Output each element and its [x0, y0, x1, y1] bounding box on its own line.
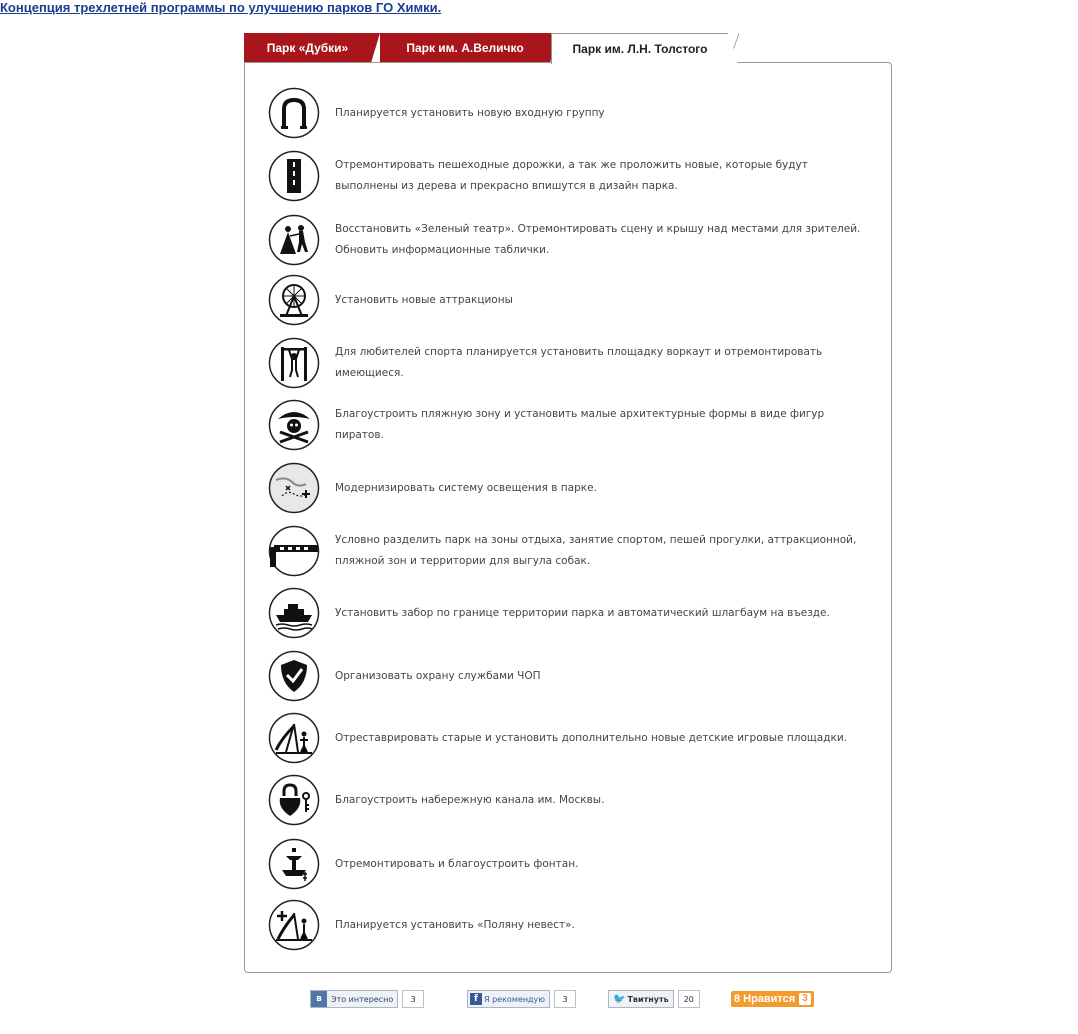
list-item: [268, 648, 868, 704]
playground-slide-icon: [268, 712, 320, 764]
item-text: Благоустроить набережную канала им. Москвы.: [335, 793, 605, 806]
fountain-icon: [268, 838, 320, 890]
list-item: [268, 212, 868, 268]
road-icon: [268, 150, 320, 202]
vk-share-count: 3: [402, 990, 424, 1008]
pull-up-bar-icon: [268, 337, 320, 389]
list-item: [268, 772, 868, 828]
item-text: Отремонтировать пешеходные дорожки, а так же проложить новые, которые будут выполнены из дерева и прекрасно впишутся в дизайн парка.: [335, 159, 808, 192]
tab-velichko[interactable]: Парк им. А.Величко: [380, 33, 550, 63]
tweet-count: 20: [678, 990, 700, 1008]
tweet-button[interactable]: [608, 990, 674, 1008]
park-tabs: [244, 33, 892, 63]
ok-like-count: 3: [799, 993, 811, 1005]
ship-icon: [268, 587, 320, 639]
twitter-bird-icon: 🐦: [613, 993, 626, 1005]
padlock-key-icon: [268, 774, 320, 826]
item-text: Условно разделить парк на зоны отдыха, занятие спортом, пешей прогулки, аттракционной, пляжной зон и территории для выгула собак.: [335, 534, 857, 567]
item-text: Восстановить «Зеленый театр». Отремонтировать сцену и крышу над местами для зрителей. Обновить информационные таблички.: [335, 223, 861, 256]
item-text: Модернизировать систему освещения в парке.: [335, 481, 597, 494]
item-text: Для любителей спорта планируется установить площадку воркаут и отремонтировать имеющиеся.: [335, 346, 823, 379]
glade-icon: [268, 899, 320, 951]
vk-share-label: Это интересно: [331, 994, 394, 1004]
list-item: [268, 836, 868, 892]
ok-like-button[interactable]: [731, 991, 814, 1007]
pirate-skull-icon: [268, 399, 320, 451]
item-text: Отреставрировать старые и установить дополнительно новые детские игровые площадки.: [335, 731, 847, 744]
list-item: [268, 585, 868, 641]
fb-share: [467, 990, 576, 1008]
tw-share: [608, 990, 700, 1008]
list-item: [268, 897, 868, 953]
vk-share-button[interactable]: [310, 990, 398, 1008]
list-item: [268, 272, 868, 328]
list-item: [268, 85, 868, 141]
ferris-wheel-icon: [268, 274, 320, 326]
tab-dubki[interactable]: Парк «Дубки»: [244, 33, 371, 63]
arch-gate-icon: [268, 87, 320, 139]
ok-like-label: Нравится: [743, 993, 796, 1005]
list-item: [268, 710, 868, 766]
list-item: [268, 148, 868, 204]
list-item: [268, 335, 868, 391]
item-text: Благоустроить пляжную зону и установить малые архитектурные формы в виде фигур пиратов.: [335, 408, 825, 441]
fb-share-button[interactable]: [467, 990, 550, 1008]
vk-share: [310, 990, 424, 1008]
list-item: [268, 460, 868, 516]
fb-share-count: 3: [554, 990, 576, 1008]
item-text: Планируется установить новую входную группу: [335, 106, 605, 119]
barrier-icon: [268, 525, 320, 577]
item-text: Установить забор по границе территории парка и автоматический шлагбаум на въезде.: [335, 606, 830, 619]
tweet-label: Твитнуть: [627, 994, 669, 1004]
list-item: [268, 523, 868, 579]
item-text: Планируется установить «Поляну невест».: [335, 918, 575, 931]
item-text: Установить новые аттракционы: [335, 293, 513, 306]
odnoklassniki-icon: 8: [734, 993, 741, 1005]
list-item: [268, 397, 868, 453]
shield-icon: [268, 650, 320, 702]
dancers-icon: [268, 214, 320, 266]
tab-content-panel: [244, 62, 892, 973]
map-icon: [268, 462, 320, 514]
program-title-link[interactable]: Концепция трехлетней программы по улучшению парков ГО Химки.: [0, 0, 442, 15]
tab-tolstoy[interactable]: Парк им. Л.Н. Толстого: [551, 33, 729, 64]
facebook-icon: f: [470, 993, 482, 1005]
vk-icon: в: [311, 991, 327, 1007]
item-text: Организовать охрану службами ЧОП: [335, 669, 541, 682]
fb-share-label: Я рекомендую: [484, 994, 546, 1004]
item-text: Отремонтировать и благоустроить фонтан.: [335, 857, 579, 870]
ok-share: [731, 990, 814, 1008]
